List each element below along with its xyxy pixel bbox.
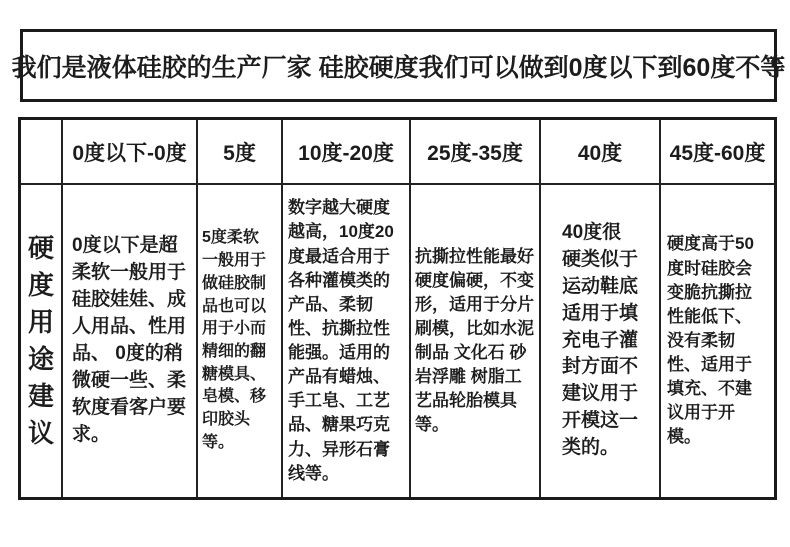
column-header-label: 0度以下-0度 <box>72 141 187 165</box>
table-cell-5-deg <box>198 185 283 497</box>
column-header-45-60-deg <box>661 120 774 185</box>
column-header-label: 25度-35度 <box>427 141 523 165</box>
page-title: 我们是液体硅胶的生产厂家 硅胶硬度我们可以做到0度以下到60度不等 <box>11 53 786 82</box>
column-header-0-below-0-deg <box>63 120 198 185</box>
column-header-label: 45度-60度 <box>669 141 766 165</box>
column-header-40-deg <box>541 120 661 185</box>
column-header-label: 5度 <box>223 141 256 165</box>
column-header-label: 10度-20度 <box>298 141 394 165</box>
title-banner <box>11 29 786 102</box>
cell-text: 硬度高于50度时硅胶会变脆抗撕拉性能低下、没有柔韧性、适用于填充、不建议用于开模。 <box>667 234 754 447</box>
table-cell-25-35-deg <box>411 185 541 497</box>
table-cell-40-deg <box>541 185 661 497</box>
row-label-hardness-usage-advice: 硬度用途建议 <box>27 233 54 448</box>
table-cell-45-60-deg <box>661 185 774 497</box>
row-label-cell <box>21 185 63 497</box>
cell-text: 0度以下是超柔软一般用于硅胶娃娃、成人用品、性用品、 0度的稍微硬一些、柔软度看客户要求。 <box>72 235 187 445</box>
column-header-10-20-deg <box>283 120 411 185</box>
cell-text: 数字越大硬度越高，10度20度最适合用于各种灌模类的产品、柔韧性、抗撕拉性能强。适用的产品有蜡烛、手工皂、工艺品、糖果巧克力、异形石膏线等。 <box>288 198 394 483</box>
table-cell-below-0-deg <box>63 185 198 497</box>
table-corner-cell <box>21 120 63 185</box>
column-header-25-35-deg <box>411 120 541 185</box>
cell-text: 5度柔软 一般用于做硅胶制品也可以用于小而精细的翻糖模具、皂模、移印胶头等。 <box>202 229 267 451</box>
hardness-table <box>18 117 777 500</box>
column-header-label: 40度 <box>577 141 623 165</box>
cell-text: 40度很硬类似于运动鞋底适用于填充电子灌封方面不建议用于开模这一类的。 <box>562 221 639 459</box>
table-cell-10-20-deg <box>283 185 411 497</box>
cell-text: 抗撕拉性能最好硬度偏硬，不变形，适用于分片刷模，比如水泥制品 文化石 砂岩浮雕 树脂工艺品轮胎模具等。 <box>415 246 534 435</box>
column-header-5-deg <box>198 120 283 185</box>
